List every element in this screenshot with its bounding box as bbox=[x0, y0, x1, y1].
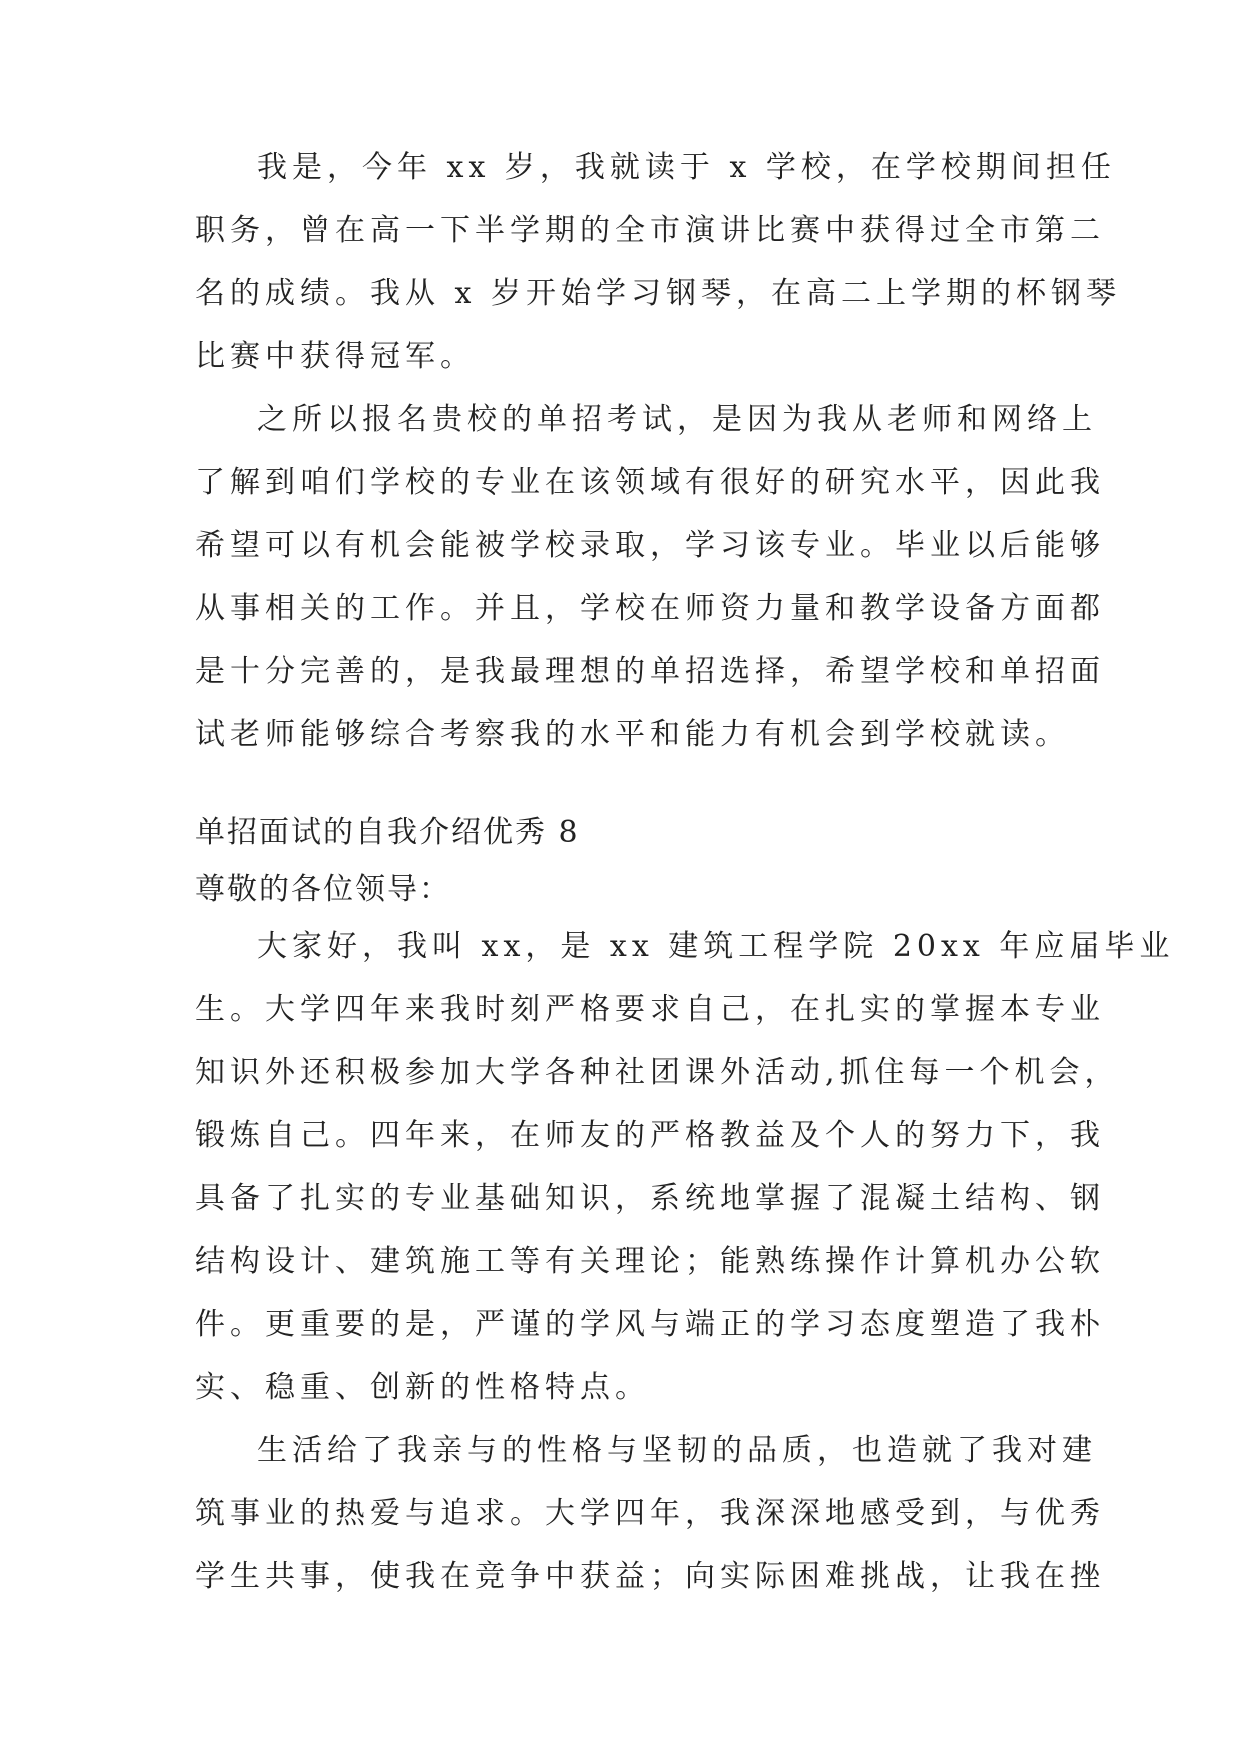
text-line: 职务，曾在高一下半学期的全市演讲比赛中获得过全市第二 bbox=[195, 213, 1105, 248]
text-line: 学生共事，使我在竞争中获益；向实际困难挑战，让我在挫 bbox=[195, 1559, 1105, 1594]
text-line: 比赛中获得冠军。 bbox=[195, 339, 475, 374]
text-line: 件。更重要的是，严谨的学风与端正的学习态度塑造了我朴 bbox=[195, 1307, 1105, 1342]
text-line: 试老师能够综合考察我的水平和能力有机会到学校就读。 bbox=[195, 717, 1070, 752]
text-line: 锻炼自己。四年来，在师友的严格教益及个人的努力下，我 bbox=[195, 1118, 1105, 1153]
text-line: 生。大学四年来我时刻严格要求自己，在扎实的掌握本专业 bbox=[195, 992, 1105, 1027]
text-line: 生活给了我亲与的性格与坚韧的品质，也造就了我对建 bbox=[257, 1433, 1097, 1468]
text-line: 是十分完善的，是我最理想的单招选择，希望学校和单招面 bbox=[195, 654, 1105, 689]
text-line: 大家好，我叫 xx，是 xx 建筑工程学院 20xx 年应届毕业 bbox=[257, 929, 1175, 964]
text-line: 筑事业的热爱与追求。大学四年，我深深地感受到，与优秀 bbox=[195, 1496, 1105, 1531]
text-line: 名的成绩。我从 x 岁开始学习钢琴，在高二上学期的杯钢琴 bbox=[195, 276, 1121, 311]
salutation: 尊敬的各位领导： bbox=[195, 872, 451, 907]
text-line: 知识外还积极参加大学各种社团课外活动,抓住每一个机会， bbox=[195, 1055, 1120, 1090]
text-line: 我是，今年 xx 岁，我就读于 x 学校，在学校期间担任 bbox=[257, 150, 1116, 185]
text-line: 希望可以有机会能被学校录取，学习该专业。毕业以后能够 bbox=[195, 528, 1105, 563]
text-line: 具备了扎实的专业基础知识，系统地掌握了混凝土结构、钢 bbox=[195, 1181, 1105, 1216]
text-line: 结构设计、建筑施工等有关理论；能熟练操作计算机办公软 bbox=[195, 1244, 1105, 1279]
text-line: 了解到咱们学校的专业在该领域有很好的研究水平，因此我 bbox=[195, 465, 1105, 500]
section-title: 单招面试的自我介绍优秀 8 bbox=[195, 815, 580, 850]
text-line: 从事相关的工作。并且，学校在师资力量和教学设备方面都 bbox=[195, 591, 1105, 626]
text-line: 实、稳重、创新的性格特点。 bbox=[195, 1370, 650, 1405]
text-line: 之所以报名贵校的单招考试，是因为我从老师和网络上 bbox=[257, 402, 1097, 437]
